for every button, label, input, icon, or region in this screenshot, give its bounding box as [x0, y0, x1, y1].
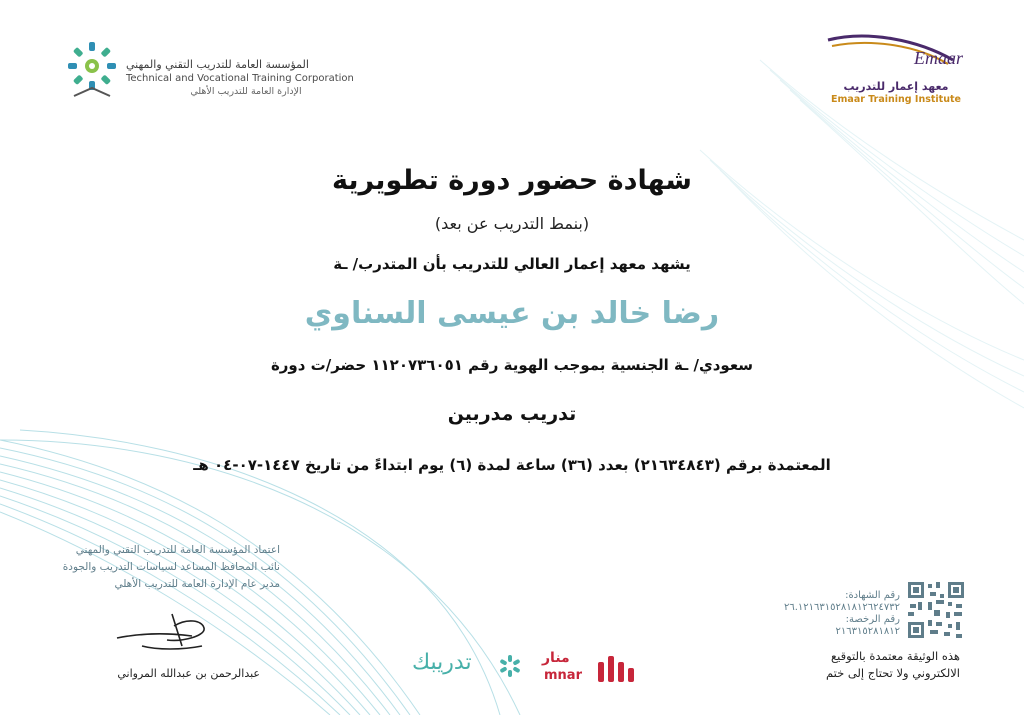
institute-name-ar: معهد إعمار للتدريب [843, 80, 949, 93]
qr-code-icon[interactable] [906, 580, 966, 640]
license-label: رقم الرخصة: [845, 614, 900, 625]
emaar-logo-icon [818, 30, 968, 80]
signatory-title [40, 542, 280, 593]
signatory-title-line: نائب المحافظ المساعد لسياسات التدريب والجودة [62, 561, 280, 573]
tadreebk-logo [412, 648, 524, 684]
note-line: الالكتروني ولا تحتاج إلى ختم [825, 666, 960, 680]
signatory-name: عبدالرحمن بن عبدالله المرواني [117, 667, 260, 680]
institute-name-en: Emaar Training Institute [831, 94, 961, 105]
license-number: ٢١٦٣١٥٢٨١٨١٢ [835, 626, 900, 637]
cert-number-label: رقم الشهادة: [845, 590, 900, 601]
corporation-logo [64, 38, 354, 108]
mnar-emblem-icon [596, 654, 636, 684]
handwritten-signature [112, 606, 212, 656]
mnar-wordmark-en: mnar [544, 668, 582, 683]
corporation-name-ar: المؤسسة العامة للتدريب التقني والمهني [126, 58, 309, 71]
certificate-intro: يشهد معهد إعمار العالي للتدريب بأن المتدرب/ ـة [333, 255, 691, 273]
approval-line: المعتمدة برقم (٢١٦٣٤٨٤٣) بعدد (٣٦) ساعة لمدة (٦) يوم ابتداءً من تاريخ ١٤٤٧-٠٧-٠٤ هـ [193, 456, 831, 474]
corporation-name-en: Technical and Vocational Training Corporation [126, 73, 354, 84]
course-name: تدريب مدربين [447, 403, 577, 425]
mnar-wordmark-ar: منار [542, 650, 570, 666]
signatory-title-line: مدير عام الإدارة العامة للتدريب الأهلي [114, 578, 280, 590]
certificate-title: شهادة حضور دورة تطويرية [332, 165, 692, 196]
training-mode: (بنمط التدريب عن بعد) [434, 214, 590, 233]
mnar-logo [540, 648, 640, 688]
department-name: الإدارة العامة للتدريب الأهلي [190, 86, 302, 97]
tvtc-emblem-icon [64, 38, 120, 102]
signatory-title-line: اعتماد المؤسسة العامة للتدريب التقني والمهني [75, 544, 280, 556]
trainee-name: رضا خالد بن عيسى السناوي [304, 296, 720, 331]
tadreebk-star-icon [498, 654, 522, 678]
emaar-mark: Emaar [914, 48, 963, 68]
verification-info [740, 590, 900, 638]
nationality-line: سعودي/ ـة الجنسية بموجب الهوية رقم ١١٢٠٧٣٦٠٥١ حضر/ت دورة [270, 356, 754, 374]
note-line: هذه الوثيقة معتمدة بالتوقيع [831, 649, 960, 663]
tadreebk-wordmark: تدريبك [412, 650, 472, 675]
cert-number: ٢٦.١٢١٦٣١٥٢٨١٨١٢٦٢٤٧٣٢ [784, 602, 900, 613]
electronic-signature-note [780, 648, 960, 682]
institute-logo [818, 30, 968, 110]
